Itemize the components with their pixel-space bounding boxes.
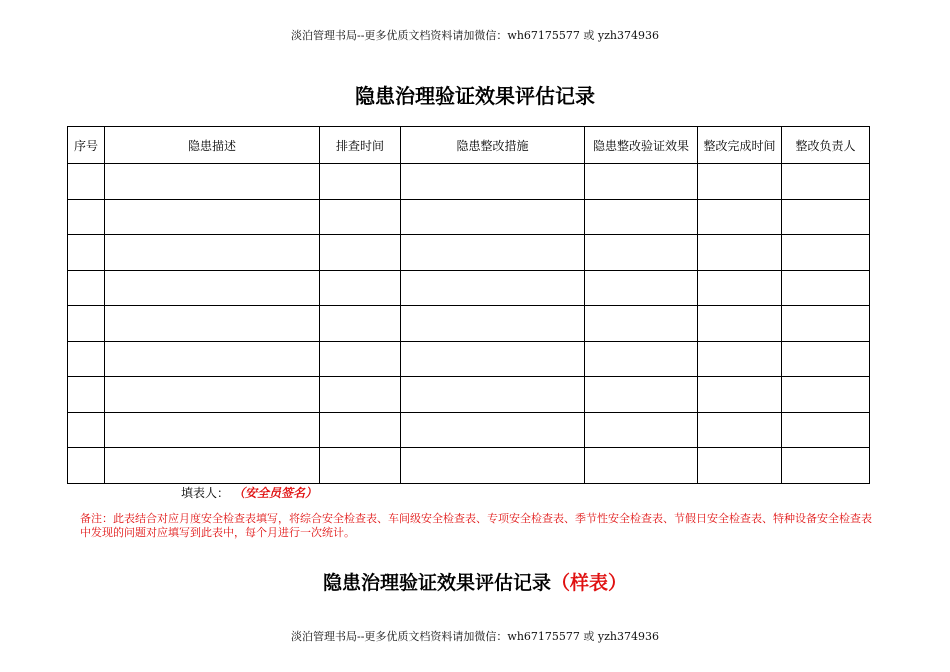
table-cell[interactable]: [105, 270, 320, 306]
column-header: 排查时间: [320, 127, 401, 164]
table-cell[interactable]: [585, 306, 698, 342]
table-cell[interactable]: [698, 306, 782, 342]
table-cell[interactable]: [401, 164, 585, 200]
table-cell[interactable]: [585, 341, 698, 377]
table-cell[interactable]: [698, 270, 782, 306]
column-header: 整改负责人: [782, 127, 870, 164]
record-table: [67, 126, 870, 484]
table-cell[interactable]: [585, 235, 698, 271]
sample-title-suffix: （样表）: [551, 572, 628, 594]
table-cell[interactable]: [585, 377, 698, 413]
table-row: [68, 164, 870, 200]
column-header: 整改完成时间: [698, 127, 782, 164]
table-cell[interactable]: [320, 270, 401, 306]
table-row: [68, 448, 870, 484]
table-cell[interactable]: [105, 306, 320, 342]
column-header: 隐患整改验证效果: [585, 127, 698, 164]
table-cell[interactable]: [782, 341, 870, 377]
signature-placeholder: （安全员签名）: [239, 486, 318, 500]
column-header: 序号: [68, 127, 105, 164]
column-header: 隐患描述: [105, 127, 320, 164]
table-cell[interactable]: [782, 164, 870, 200]
table-cell[interactable]: [105, 412, 320, 448]
table-cell[interactable]: [401, 199, 585, 235]
table-cell[interactable]: [320, 448, 401, 484]
table-cell[interactable]: [105, 377, 320, 413]
header-note: 淡泊管理书局--更多优质文档资料请加微信：wh67175577 或 yzh374936: [291, 29, 659, 42]
table-row: [68, 306, 870, 342]
table-cell[interactable]: [68, 164, 105, 200]
table-row: [68, 235, 870, 271]
table-cell[interactable]: [698, 235, 782, 271]
table-row: [68, 341, 870, 377]
table-cell[interactable]: [68, 412, 105, 448]
table-cell[interactable]: [320, 199, 401, 235]
table-cell[interactable]: [585, 448, 698, 484]
table-cell[interactable]: [320, 306, 401, 342]
table-cell[interactable]: [401, 448, 585, 484]
remark-note: 备注：此表结合对应月度安全检查表填写，将综合安全检查表、车间级安全检查表、专项安全检查表、季节性安全检查表、节假日安全检查表、特种设备安全检查表中发现的问题对应填写到此表中，每个月进行一次统计。: [80, 512, 872, 539]
table-cell[interactable]: [320, 412, 401, 448]
table-cell[interactable]: [401, 270, 585, 306]
table-row: [68, 412, 870, 448]
column-header: 隐患整改措施: [401, 127, 585, 164]
table-cell[interactable]: [68, 306, 105, 342]
table-cell[interactable]: [320, 377, 401, 413]
table-cell[interactable]: [401, 306, 585, 342]
table-cell[interactable]: [320, 341, 401, 377]
table-cell[interactable]: [698, 412, 782, 448]
table-cell[interactable]: [105, 164, 320, 200]
table-cell[interactable]: [782, 448, 870, 484]
table-body: [68, 164, 870, 484]
table-cell[interactable]: [698, 341, 782, 377]
table-cell[interactable]: [68, 199, 105, 235]
table-cell[interactable]: [585, 199, 698, 235]
table-cell[interactable]: [68, 235, 105, 271]
table-cell[interactable]: [585, 164, 698, 200]
table-cell[interactable]: [782, 412, 870, 448]
table-cell[interactable]: [320, 164, 401, 200]
table-cell[interactable]: [782, 235, 870, 271]
table-cell[interactable]: [698, 164, 782, 200]
table-header-row: [68, 127, 870, 164]
table-row: [68, 270, 870, 306]
table-cell[interactable]: [401, 377, 585, 413]
table-cell[interactable]: [698, 199, 782, 235]
table-cell[interactable]: [585, 412, 698, 448]
table-row: [68, 377, 870, 413]
table-row: [68, 199, 870, 235]
table-cell[interactable]: [105, 199, 320, 235]
table-cell[interactable]: [698, 448, 782, 484]
sample-title-main: 隐患治理验证效果评估记录: [322, 572, 551, 594]
table-cell[interactable]: [585, 270, 698, 306]
sample-title: [0, 568, 950, 595]
table-cell[interactable]: [782, 199, 870, 235]
table-cell[interactable]: [782, 306, 870, 342]
table-cell[interactable]: [68, 270, 105, 306]
table-cell[interactable]: [105, 235, 320, 271]
table-cell[interactable]: [401, 412, 585, 448]
table-cell[interactable]: [401, 235, 585, 271]
table-cell[interactable]: [105, 341, 320, 377]
table-cell[interactable]: [698, 377, 782, 413]
table-cell[interactable]: [782, 377, 870, 413]
table-cell[interactable]: [320, 235, 401, 271]
page-title: 隐患治理验证效果评估记录: [355, 84, 595, 108]
filler-label: 填表人：: [181, 486, 230, 500]
table-cell[interactable]: [68, 448, 105, 484]
table-cell[interactable]: [68, 341, 105, 377]
table-cell[interactable]: [105, 448, 320, 484]
table-cell[interactable]: [68, 377, 105, 413]
table-cell[interactable]: [401, 341, 585, 377]
filler-line: [181, 484, 317, 501]
table-cell[interactable]: [782, 270, 870, 306]
footer-note: 淡泊管理书局--更多优质文档资料请加微信：wh67175577 或 yzh374936: [291, 630, 659, 643]
